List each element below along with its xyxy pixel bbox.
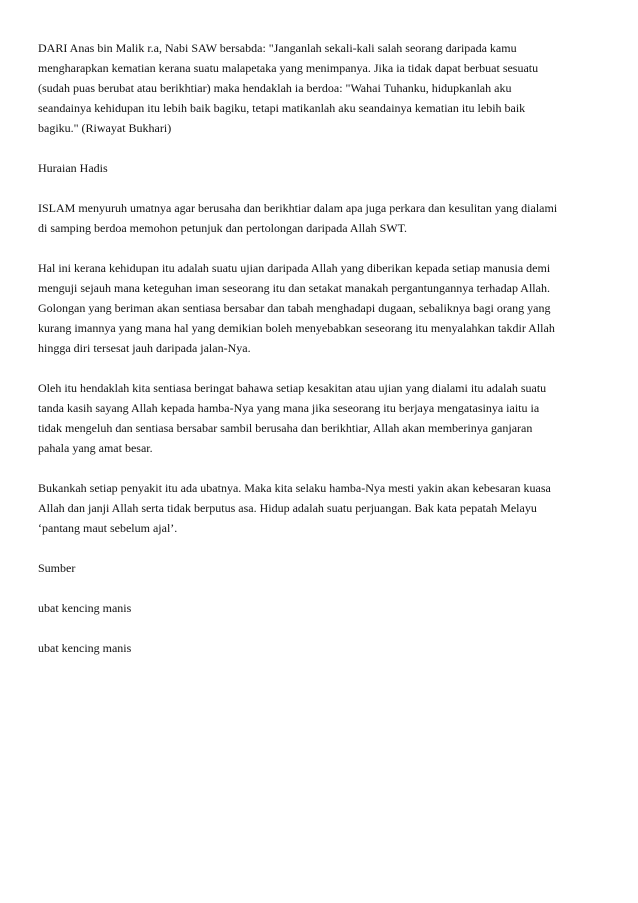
text-line: kurang imannya yang mana hal yang demikian boleh menyebabkan seseorang itu menyalahkan takdir Allah <box>38 321 555 335</box>
text-line: Huraian Hadis <box>38 161 108 175</box>
document-page <box>38 38 598 678</box>
body-paragraph <box>38 258 598 358</box>
text-line: seandainya kehidupan itu lebih baik bagiku, tetapi matikanlah aku seandainya kematian itu lebih baik <box>38 101 526 115</box>
text-line: Golongan yang beriman akan sentiasa bersabar dan tabah menghadapi dugaan, sebaliknya bagi orang yang <box>38 301 551 315</box>
source-label <box>38 558 598 578</box>
text-line: tidak mengeluh dan sentiasa bersabar sambil berusaha dan berikhtiar, Allah akan memberinya ganjaran <box>38 421 533 435</box>
hadith-paragraph <box>38 38 598 138</box>
body-paragraph <box>38 378 598 458</box>
text-line: menguji sejauh mana keteguhan iman seseorang itu dan setakat manakah pergantungannya terhadap Allah. <box>38 281 550 295</box>
text-line: tanda kasih sayang Allah kepada hamba-Nya yang mana jika seseorang itu berjaya mengatasinya iaitu ia <box>38 401 540 415</box>
text-line: di samping berdoa memohon petunjuk dan pertolongan daripada Allah SWT. <box>38 221 408 235</box>
text-line: hingga diri tersesat jauh daripada jalan-Nya. <box>38 341 251 355</box>
source-link-text: ubat kencing manis <box>38 601 132 615</box>
text-line: mengharapkan kematian kerana suatu malapetaka yang menimpanya. Jika ia tidak dapat berbuat sesuatu <box>38 61 539 75</box>
source-link-text: ubat kencing manis <box>38 641 132 655</box>
section-heading <box>38 158 598 178</box>
text-line: bagiku." (Riwayat Bukhari) <box>38 121 172 135</box>
text-line: (sudah puas berubat atau berikhtiar) maka hendaklah ia berdoa: "Wahai Tuhanku, hidupkanlah aku <box>38 81 512 95</box>
text-line: Bukankah setiap penyakit itu ada ubatnya. Maka kita selaku hamba-Nya mesti yakin akan kebesaran kuasa <box>38 481 551 495</box>
text-line: ‘pantang maut sebelum ajal’. <box>38 521 178 535</box>
text-line: Oleh itu hendaklah kita sentiasa beringat bahawa setiap kesakitan atau ujian yang dialami itu adalah suatu <box>38 381 547 395</box>
body-paragraph <box>38 198 598 238</box>
text-line: Sumber <box>38 561 76 575</box>
body-paragraph <box>38 478 598 538</box>
link-paragraph <box>38 598 598 618</box>
text-line: Hal ini kerana kehidupan itu adalah suatu ujian daripada Allah yang diberikan kepada setiap manusia demi <box>38 261 551 275</box>
text-line: ISLAM menyuruh umatnya agar berusaha dan berikhtiar dalam apa juga perkara dan kesulitan yang dialami <box>38 201 558 215</box>
text-line: DARI Anas bin Malik r.a, Nabi SAW bersabda: "Janganlah sekali-kali salah seorang daripada kamu <box>38 41 517 55</box>
text-line: pahala yang amat besar. <box>38 441 153 455</box>
link-paragraph <box>38 638 598 658</box>
text-line: Allah dan janji Allah serta tidak berputus asa. Hidup adalah suatu perjuangan. Bak kata pepatah Melayu <box>38 501 537 515</box>
